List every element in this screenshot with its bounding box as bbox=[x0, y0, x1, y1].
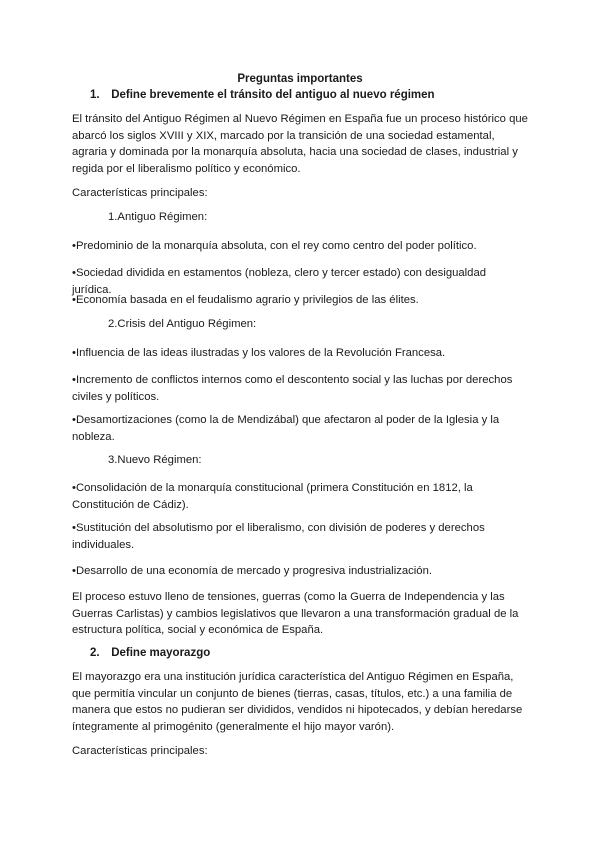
section-2-heading-text: Define mayorazgo bbox=[111, 647, 211, 659]
section-1-features-label: Características principales: bbox=[72, 187, 208, 199]
section-1-number: 1. bbox=[90, 89, 100, 101]
subsection-crisis: 2.Crisis del Antiguo Régimen: bbox=[108, 318, 257, 330]
section-1-conclusion: El proceso estuvo lleno de tensiones, guerras (como la Guerra de Independencia y las Guerras Carlistas) y cambios legislativos que llevaron a una transformación gradual de la estructura política, social y económica de España. bbox=[72, 591, 519, 636]
subsection-antiguo-regimen: 1.Antiguo Régimen: bbox=[108, 211, 208, 223]
section-1-heading bbox=[90, 89, 435, 101]
list-item: •Desarrollo de una economía de mercado y progresiva industrialización. bbox=[72, 565, 432, 577]
section-1-heading-text: Define brevemente el tránsito del antiguo al nuevo régimen bbox=[111, 89, 435, 101]
section-2-number: 2. bbox=[90, 647, 100, 659]
section-1-intro: El tránsito del Antiguo Régimen al Nuevo Régimen en España fue un proceso histórico que abarcó los siglos XVIII y XIX, marcado por la transición de una sociedad estamental, agraria y dominada por la monarquía absoluta, hacia una sociedad de clases, industrial y regida por el liberalismo político y económico. bbox=[72, 113, 528, 175]
list-item: •Influencia de las ideas ilustradas y los valores de la Revolución Francesa. bbox=[72, 347, 446, 359]
list-item: •Incremento de conflictos internos como el descontento social y las luchas por derechos civiles y políticos. bbox=[72, 374, 513, 403]
list-item: •Desamortizaciones (como la de Mendizábal) que afectaron al poder de la Iglesia y la nobleza. bbox=[72, 414, 500, 443]
list-item: •Predominio de la monarquía absoluta, con el rey como centro del poder político. bbox=[72, 240, 477, 252]
list-item: •Sustitución del absolutismo por el liberalismo, con división de poderes y derechos individuales. bbox=[72, 522, 485, 551]
subsection-nuevo-regimen: 3.Nuevo Régimen: bbox=[108, 454, 202, 466]
section-2-intro: El mayorazgo era una institución jurídica característica del Antiguo Régimen en España, que permitía vincular un conjunto de bienes (tierras, casas, títulos, etc.) a una familia de manera que estos no pudieran ser divididos, vendidos ni hipotecados, y debían heredarse íntegramente al primogénito (generalmente el hijo mayor varón). bbox=[72, 671, 523, 733]
document-title: Preguntas importantes bbox=[237, 73, 363, 85]
list-item: •Economía basada en el feudalismo agrario y privilegios de las élites. bbox=[72, 294, 419, 306]
section-2-features-label: Características principales: bbox=[72, 745, 208, 757]
list-item: •Sociedad dividida en estamentos (nobleza, clero y tercer estado) con desigualdad jurídica. bbox=[72, 267, 487, 296]
list-item: •Consolidación de la monarquía constitucional (primera Constitución en 1812, la Constitución de Cádiz). bbox=[72, 482, 473, 511]
section-2-heading bbox=[90, 647, 210, 659]
